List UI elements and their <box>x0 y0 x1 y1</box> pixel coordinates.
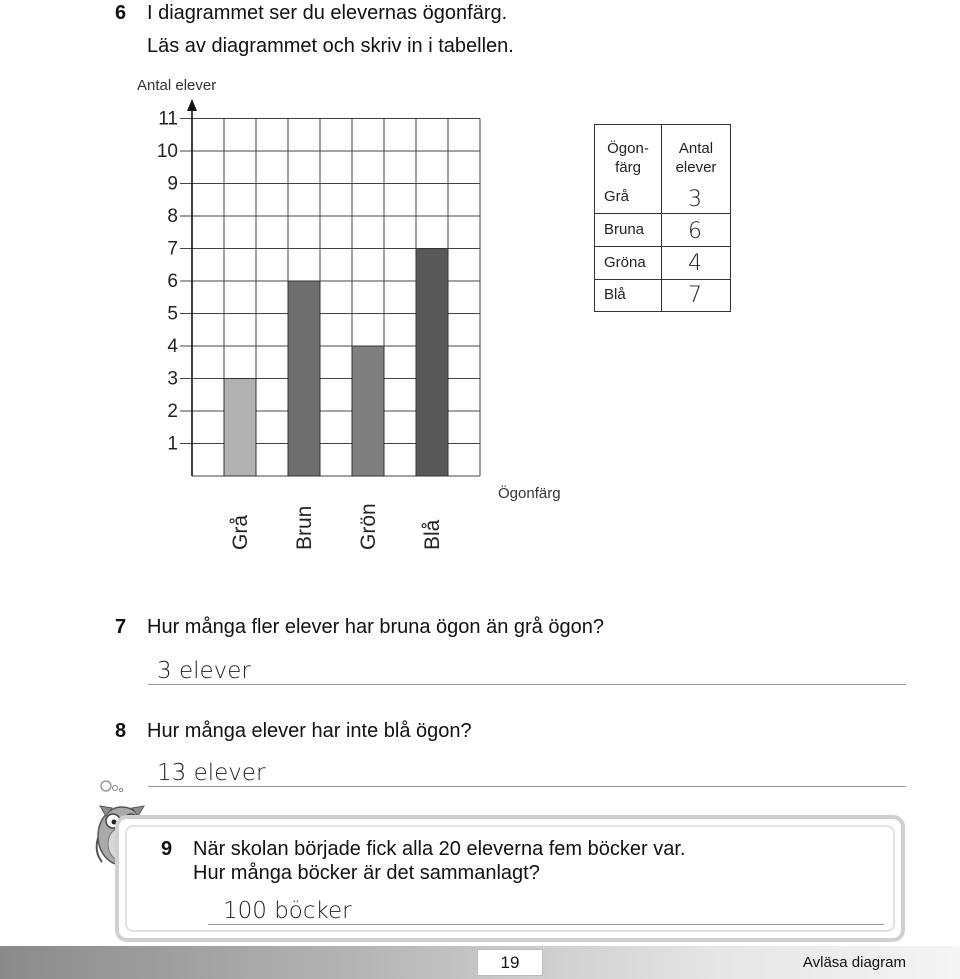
bar-4 <box>416 249 448 477</box>
x-category-label: Brun <box>293 505 316 550</box>
y-tick-label: 11 <box>158 108 178 130</box>
q6-line1: I diagrammet ser du elevernas ögonfärg. <box>147 2 508 24</box>
table-row-divider <box>595 213 730 214</box>
y-tick-label: 6 <box>167 271 178 292</box>
q8-answer-line <box>148 786 906 787</box>
table-cell-count[interactable]: 7 <box>688 283 702 308</box>
q7-question: Hur många fler elever har bruna ögon än grå ögon? <box>147 616 604 638</box>
bar-3 <box>352 346 384 476</box>
x-category-label: Blå <box>421 519 444 550</box>
table-cell-color: Grå <box>604 188 630 205</box>
y-tick-label: 8 <box>167 206 178 227</box>
x-category-label: Grön <box>357 503 380 550</box>
y-tick-label: 3 <box>167 368 178 390</box>
y-tick-label: 7 <box>167 238 178 260</box>
q9-answer-line <box>208 924 884 925</box>
page-number: 19 <box>477 949 543 976</box>
table-cell-count[interactable]: 3 <box>688 187 702 212</box>
y-axis-arrow-icon <box>187 99 197 111</box>
q8-number: 8 <box>115 720 127 742</box>
table-header-color-line2: färg <box>615 159 641 176</box>
y-tick-label: 1 <box>167 433 178 455</box>
q9-number: 9 <box>161 838 173 860</box>
table-row-divider <box>595 279 730 280</box>
q9-line1: När skolan började fick alla 20 eleverna fem böcker var. <box>193 838 686 860</box>
x-axis-label: Ögonfärg <box>498 485 561 502</box>
table-header-color <box>595 139 661 177</box>
y-tick-label: 9 <box>167 173 178 195</box>
y-tick-label: 5 <box>167 303 178 325</box>
table-cell-color: Gröna <box>604 254 646 271</box>
table-header-count-line1: Antal <box>678 140 714 157</box>
q9-answer[interactable]: 100 böcker <box>223 898 352 924</box>
bar-2 <box>288 281 320 476</box>
table-cell-color: Bruna <box>604 221 645 238</box>
chart-axes <box>187 99 197 476</box>
x-category-labels <box>229 503 444 550</box>
table-row-divider <box>595 246 730 247</box>
q7-answer[interactable]: 3 elever <box>157 658 251 684</box>
footer-section-label: Avläsa diagram <box>802 954 906 971</box>
q6-line2: Läs av diagrammet och skriv in i tabellen. <box>147 35 514 57</box>
y-tick-labels <box>157 109 179 455</box>
table-header-color-line1: Ögon- <box>607 140 649 157</box>
bar-1 <box>224 379 256 477</box>
x-category-label: Grå <box>229 514 252 550</box>
table-header-count <box>662 139 730 177</box>
y-tick-label: 10 <box>156 141 178 162</box>
q8-answer[interactable]: 13 elever <box>157 760 266 786</box>
table-header-count-line2: elever <box>675 159 717 176</box>
table-cell-color: Blå <box>604 286 626 303</box>
q7-number: 7 <box>115 616 127 638</box>
eye-color-table <box>594 124 731 312</box>
table-cell-count[interactable]: 6 <box>688 219 702 244</box>
q7-answer-line <box>148 684 906 685</box>
q8-question: Hur många elever har inte blå ögon? <box>147 720 472 742</box>
table-cell-count[interactable]: 4 <box>688 251 702 276</box>
y-tick-label: 4 <box>167 336 178 357</box>
eye-color-bar-chart <box>120 70 600 570</box>
y-tick-label: 2 <box>167 401 178 422</box>
q9-line2: Hur många böcker är det sammanlagt? <box>193 862 540 884</box>
q6-number: 6 <box>115 2 127 24</box>
y-axis-label: Antal elever <box>137 77 217 94</box>
chart-bars <box>224 249 448 477</box>
